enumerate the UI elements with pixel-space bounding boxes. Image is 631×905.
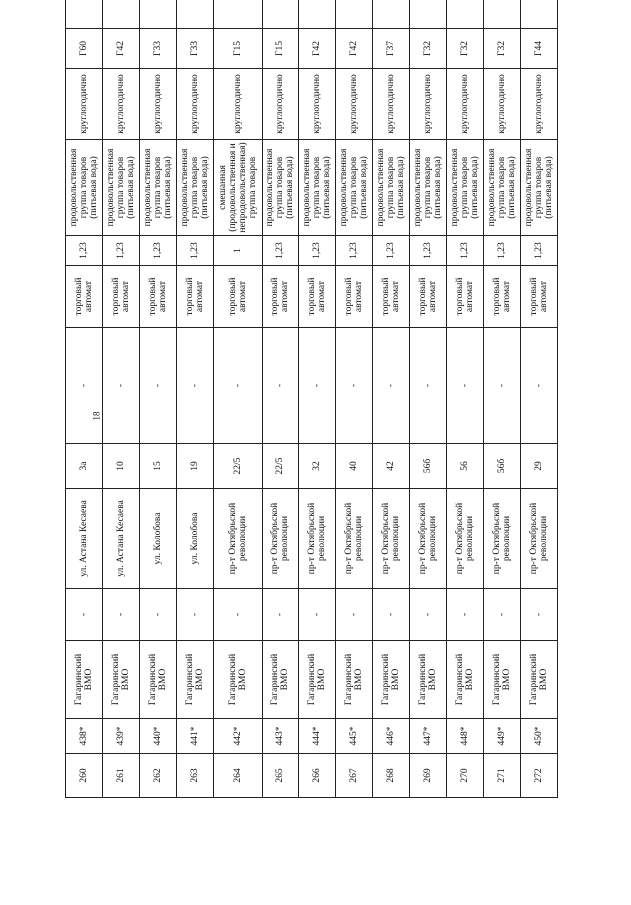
street-cell: пр-т Октябрьской революции bbox=[484, 489, 521, 589]
col13-cell bbox=[66, 0, 103, 29]
object-type-cell: торговый автомат bbox=[447, 266, 484, 328]
col13-cell bbox=[410, 0, 447, 29]
district-cell: Гагаринский ВМО bbox=[139, 641, 176, 719]
house-cell: 40 bbox=[336, 444, 373, 489]
object-type-cell: торговый автомат bbox=[336, 266, 373, 328]
house-cell: 29 bbox=[520, 444, 557, 489]
col13-cell bbox=[336, 0, 373, 29]
col4-cell: - bbox=[102, 589, 139, 641]
col4-cell: - bbox=[213, 589, 262, 641]
area-cell: 1,23 bbox=[373, 236, 410, 266]
col4-cell: - bbox=[373, 589, 410, 641]
table-row bbox=[262, 0, 299, 798]
street-cell: пр-т Октябрьской революции bbox=[336, 489, 373, 589]
object-code-cell: 446* bbox=[373, 719, 410, 754]
col13-cell bbox=[373, 0, 410, 29]
district-cell: Гагаринский ВМО bbox=[410, 641, 447, 719]
area-cell: 1,23 bbox=[139, 236, 176, 266]
col13-cell bbox=[447, 0, 484, 29]
col7-cell: - bbox=[66, 328, 103, 444]
house-cell: 42 bbox=[373, 444, 410, 489]
col4-cell: - bbox=[139, 589, 176, 641]
area-cell: 1,23 bbox=[484, 236, 521, 266]
area-cell: 1,23 bbox=[299, 236, 336, 266]
object-code-cell: 448* bbox=[447, 719, 484, 754]
house-cell: 22/5 bbox=[213, 444, 262, 489]
object-type-cell: торговый автомат bbox=[520, 266, 557, 328]
scheme-cell: Г60 bbox=[66, 29, 103, 69]
table-row bbox=[373, 0, 410, 798]
col7-cell: - bbox=[520, 328, 557, 444]
col7-cell: - bbox=[410, 328, 447, 444]
rotated-table-wrapper bbox=[65, 35, 558, 798]
scheme-cell: Г42 bbox=[102, 29, 139, 69]
col4-cell: - bbox=[299, 589, 336, 641]
street-cell: ул. Астана Кесаева bbox=[66, 489, 103, 589]
district-cell: Гагаринский ВМО bbox=[520, 641, 557, 719]
period-cell: круглогодично bbox=[336, 69, 373, 140]
col13-cell bbox=[139, 0, 176, 29]
row-number-cell: 270 bbox=[447, 754, 484, 798]
goods-group-cell: продовольственная группа товаров (питьевая вода) bbox=[262, 140, 299, 236]
row-number-cell: 269 bbox=[410, 754, 447, 798]
col4-cell: - bbox=[336, 589, 373, 641]
table-row bbox=[66, 0, 103, 798]
area-cell: 1,23 bbox=[336, 236, 373, 266]
district-cell: Гагаринский ВМО bbox=[262, 641, 299, 719]
col4-cell: - bbox=[410, 589, 447, 641]
scheme-cell: Г33 bbox=[139, 29, 176, 69]
scheme-cell: Г37 bbox=[373, 29, 410, 69]
house-cell: 22/5 bbox=[262, 444, 299, 489]
col7-cell: - bbox=[484, 328, 521, 444]
row-number-cell: 268 bbox=[373, 754, 410, 798]
period-cell: круглогодично bbox=[373, 69, 410, 140]
period-cell: круглогодично bbox=[520, 69, 557, 140]
district-cell: Гагаринский ВМО bbox=[66, 641, 103, 719]
period-cell: круглогодично bbox=[484, 69, 521, 140]
table-row bbox=[447, 0, 484, 798]
scheme-cell: Г32 bbox=[447, 29, 484, 69]
object-type-cell: торговый автомат bbox=[484, 266, 521, 328]
col7-cell: - bbox=[176, 328, 213, 444]
object-type-cell: торговый автомат bbox=[66, 266, 103, 328]
row-number-cell: 264 bbox=[213, 754, 262, 798]
row-number-cell: 271 bbox=[484, 754, 521, 798]
object-type-cell: торговый автомат bbox=[299, 266, 336, 328]
house-cell: 19 bbox=[176, 444, 213, 489]
col7-cell: - bbox=[102, 328, 139, 444]
period-cell: круглогодично bbox=[410, 69, 447, 140]
house-cell: 56б bbox=[410, 444, 447, 489]
object-code-cell: 440* bbox=[139, 719, 176, 754]
street-cell: пр-т Октябрьской революции bbox=[447, 489, 484, 589]
scheme-cell: Г33 bbox=[176, 29, 213, 69]
object-code-cell: 439* bbox=[102, 719, 139, 754]
street-cell: пр-т Октябрьской революции bbox=[299, 489, 336, 589]
col13-cell bbox=[176, 0, 213, 29]
object-type-cell: торговый автомат bbox=[373, 266, 410, 328]
house-cell: 56б bbox=[484, 444, 521, 489]
object-code-cell: 449* bbox=[484, 719, 521, 754]
col4-cell: - bbox=[262, 589, 299, 641]
area-cell: 1,23 bbox=[176, 236, 213, 266]
row-number-cell: 263 bbox=[176, 754, 213, 798]
col7-cell: - bbox=[299, 328, 336, 444]
goods-group-cell: продовольственная группа товаров (питьевая вода) bbox=[139, 140, 176, 236]
col4-cell: - bbox=[447, 589, 484, 641]
area-cell: 1,23 bbox=[410, 236, 447, 266]
district-cell: Гагаринский ВМО bbox=[447, 641, 484, 719]
trade-objects-table bbox=[65, 0, 558, 798]
col13-cell bbox=[484, 0, 521, 29]
row-number-cell: 260 bbox=[66, 754, 103, 798]
row-number-cell: 267 bbox=[336, 754, 373, 798]
col7-cell: - bbox=[262, 328, 299, 444]
scheme-cell: Г44 bbox=[520, 29, 557, 69]
goods-group-cell: продовольственная группа товаров (питьевая вода) bbox=[447, 140, 484, 236]
col13-cell bbox=[213, 0, 262, 29]
goods-group-cell: продовольственная группа товаров (питьевая вода) bbox=[176, 140, 213, 236]
scheme-cell: Г15 bbox=[262, 29, 299, 69]
district-cell: Гагаринский ВМО bbox=[484, 641, 521, 719]
street-cell: пр-т Октябрьской революции bbox=[373, 489, 410, 589]
goods-group-cell: продовольственная группа товаров (питьевая вода) bbox=[373, 140, 410, 236]
house-cell: 10 bbox=[102, 444, 139, 489]
goods-group-cell: продовольственная группа товаров (питьевая вода) bbox=[410, 140, 447, 236]
period-cell: круглогодично bbox=[102, 69, 139, 140]
goods-group-cell: продовольственная группа товаров (питьевая вода) bbox=[299, 140, 336, 236]
row-number-cell: 272 bbox=[520, 754, 557, 798]
row-number-cell: 266 bbox=[299, 754, 336, 798]
object-code-cell: 445* bbox=[336, 719, 373, 754]
goods-group-cell: продовольственная группа товаров (питьевая вода) bbox=[484, 140, 521, 236]
district-cell: Гагаринский ВМО bbox=[213, 641, 262, 719]
table-body bbox=[66, 0, 558, 798]
house-cell: 56 bbox=[447, 444, 484, 489]
goods-group-cell: продовольственная группа товаров (питьевая вода) bbox=[336, 140, 373, 236]
row-number-cell: 262 bbox=[139, 754, 176, 798]
street-cell: пр-т Октябрьской революции bbox=[410, 489, 447, 589]
table-row bbox=[139, 0, 176, 798]
scheme-cell: Г32 bbox=[410, 29, 447, 69]
row-number-cell: 265 bbox=[262, 754, 299, 798]
table-row bbox=[102, 0, 139, 798]
district-cell: Гагаринский ВМО bbox=[299, 641, 336, 719]
object-code-cell: 443* bbox=[262, 719, 299, 754]
object-type-cell: торговый автомат bbox=[102, 266, 139, 328]
scheme-cell: Г42 bbox=[336, 29, 373, 69]
period-cell: круглогодично bbox=[262, 69, 299, 140]
object-code-cell: 442* bbox=[213, 719, 262, 754]
period-cell: круглогодично bbox=[66, 69, 103, 140]
scheme-cell: Г15 bbox=[213, 29, 262, 69]
table-row bbox=[336, 0, 373, 798]
row-number-cell: 261 bbox=[102, 754, 139, 798]
scheme-cell: Г32 bbox=[484, 29, 521, 69]
goods-group-cell: продовольственная группа товаров (питьевая вода) bbox=[102, 140, 139, 236]
goods-group-cell: смешанная (продовольственная и непродовольственная) группа товаров bbox=[213, 140, 262, 236]
object-type-cell: торговый автомат bbox=[213, 266, 262, 328]
col7-cell: - bbox=[213, 328, 262, 444]
area-cell: 1,23 bbox=[66, 236, 103, 266]
house-cell: 3а bbox=[66, 444, 103, 489]
street-cell: ул. Колобова bbox=[176, 489, 213, 589]
col7-cell: - bbox=[447, 328, 484, 444]
col13-cell bbox=[102, 0, 139, 29]
street-cell: пр-т Октябрьской революции bbox=[213, 489, 262, 589]
object-type-cell: торговый автомат bbox=[139, 266, 176, 328]
col7-cell: - bbox=[336, 328, 373, 444]
col7-cell: - bbox=[139, 328, 176, 444]
district-cell: Гагаринский ВМО bbox=[102, 641, 139, 719]
district-cell: Гагаринский ВМО bbox=[373, 641, 410, 719]
street-cell: ул. Астана Кесаева bbox=[102, 489, 139, 589]
area-cell: 1 bbox=[213, 236, 262, 266]
district-cell: Гагаринский ВМО bbox=[336, 641, 373, 719]
table-row bbox=[410, 0, 447, 798]
object-type-cell: торговый автомат bbox=[410, 266, 447, 328]
street-cell: пр-т Октябрьской революции bbox=[262, 489, 299, 589]
col4-cell: - bbox=[66, 589, 103, 641]
period-cell: круглогодично bbox=[176, 69, 213, 140]
col4-cell: - bbox=[520, 589, 557, 641]
object-type-cell: торговый автомат bbox=[176, 266, 213, 328]
object-type-cell: торговый автомат bbox=[262, 266, 299, 328]
district-cell: Гагаринский ВМО bbox=[176, 641, 213, 719]
table-row bbox=[299, 0, 336, 798]
area-cell: 1,23 bbox=[102, 236, 139, 266]
col4-cell: - bbox=[484, 589, 521, 641]
street-cell: ул. Колобова bbox=[139, 489, 176, 589]
period-cell: круглогодично bbox=[139, 69, 176, 140]
table-row bbox=[520, 0, 557, 798]
col4-cell: - bbox=[176, 589, 213, 641]
house-cell: 32 bbox=[299, 444, 336, 489]
col13-cell bbox=[520, 0, 557, 29]
period-cell: круглогодично bbox=[299, 69, 336, 140]
area-cell: 1,23 bbox=[262, 236, 299, 266]
col13-cell bbox=[262, 0, 299, 29]
object-code-cell: 447* bbox=[410, 719, 447, 754]
object-code-cell: 444* bbox=[299, 719, 336, 754]
period-cell: круглогодично bbox=[447, 69, 484, 140]
object-code-cell: 450* bbox=[520, 719, 557, 754]
col7-cell: - bbox=[373, 328, 410, 444]
goods-group-cell: продовольственная группа товаров (питьевая вода) bbox=[66, 140, 103, 236]
page-number: 18 bbox=[91, 411, 102, 421]
goods-group-cell: продовольственная группа товаров (питьевая вода) bbox=[520, 140, 557, 236]
scheme-cell: Г42 bbox=[299, 29, 336, 69]
street-cell: пр-т Октябрьской революции bbox=[520, 489, 557, 589]
area-cell: 1,23 bbox=[447, 236, 484, 266]
table-row bbox=[213, 0, 262, 798]
table-row bbox=[176, 0, 213, 798]
period-cell: круглогодично bbox=[213, 69, 262, 140]
object-code-cell: 438* bbox=[66, 719, 103, 754]
table-row bbox=[484, 0, 521, 798]
object-code-cell: 441* bbox=[176, 719, 213, 754]
area-cell: 1,23 bbox=[520, 236, 557, 266]
house-cell: 15 bbox=[139, 444, 176, 489]
col13-cell bbox=[299, 0, 336, 29]
